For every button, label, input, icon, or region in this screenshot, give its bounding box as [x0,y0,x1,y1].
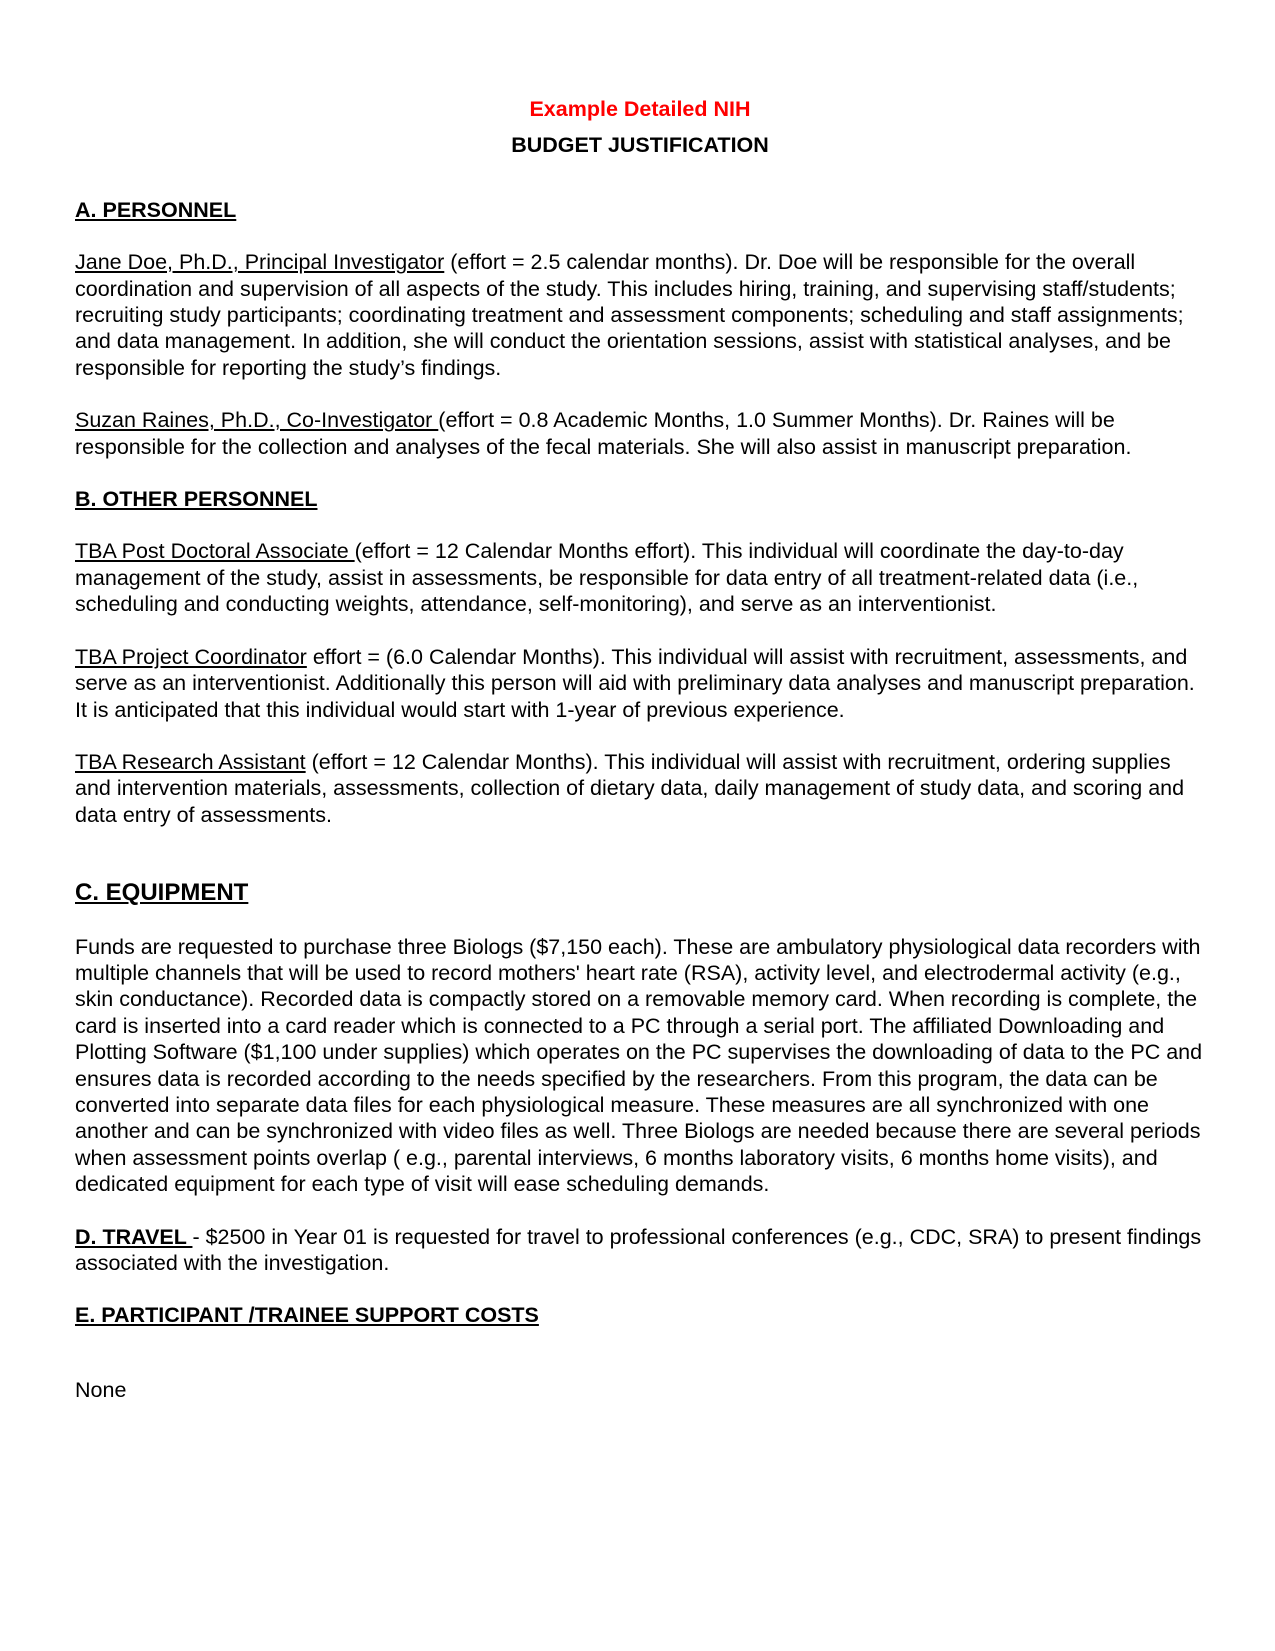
coi-name: Suzan Raines, Ph.D., Co-Investigator [75,408,439,433]
postdoc-name: TBA Post Doctoral Associate [75,539,355,564]
coordinator-description: effort = (6.0 Calendar Months). This individual will assist with recruitment, assessments, and serve as an interventionist. Additionally this person will aid with preliminary data analyses and manuscript preparation. It is anticipated that this individual would start with 1-year of previous experience. [75,644,1195,722]
personnel-entry-coi [75,407,1205,460]
heading-participant-support: E. PARTICIPANT /TRAINEE SUPPORT COSTS [75,1303,539,1328]
heading-equipment: C. EQUIPMENT [75,879,249,907]
example-title: Example Detailed NIH [529,97,751,121]
participant-support-text: None [75,1377,127,1402]
pi-name: Jane Doe, Ph.D., Principal Investigator [75,250,445,275]
heading-travel: D. TRAVEL [75,1224,193,1249]
personnel-entry-pi [75,249,1205,381]
coi-description: (effort = 0.8 Academic Months, 1.0 Summer Months). Dr. Raines will be responsible for the collection and analyses of the fecal materials. She will also assist in manuscript preparation. [75,408,1132,459]
other-personnel-entry-postdoc [75,538,1205,617]
travel-entry [75,1224,1205,1277]
equipment-text: Funds are requested to purchase three Biologs ($7,150 each). These are ambulatory physiological data recorders with multiple channels that will be used to record mothers' heart rate (RSA), activity level, and electrodermal activity (e.g., skin conductance). Recorded data is compactly stored on a removable memory card. When recording is complete, the card is inserted into a card reader which is connected to a PC through a serial port. The affiliated Downloading and Plotting Software ($1,100 under supplies) which operates on the PC supervises the downloading of data to the PC and ensures data is recorded according to the needs specified by the researchers. From this program, the data can be converted into separate data files for each physiological measure. These measures are all synchronized with one another and can be synchronized with video files as well. Three Biologs are needed because there are several periods when assessment points overlap ( e.g., parental interviews, 6 months laboratory visits, 6 months home visits), and dedicated equipment for each type of visit will ease scheduling demands. [75,934,1203,1197]
pi-description: (effort = 2.5 calendar months). Dr. Doe will be responsible for the overall coordination and supervision of all aspects of the study. This includes hiring, training, and supervising staff/students; recruiting study participants; coordinating treatment and assessment components; scheduling and staff assignments; and data management. In addition, she will conduct the orientation sessions, assist with statistical analyses, and be responsible for reporting the study’s findings. [75,250,1184,380]
heading-personnel: A. PERSONNEL [75,197,237,222]
postdoc-description: (effort = 12 Calendar Months effort). This individual will coordinate the day-to-day management of the study, assist in assessments, be responsible for data entry of all treatment-related data (i.e., scheduling and conducting weights, attendance, self-monitoring), and serve as an interventionist. [75,539,1139,617]
document-title: BUDGET JUSTIFICATION [511,133,769,158]
heading-other-personnel: B. OTHER PERSONNEL [75,487,318,512]
ra-description: (effort = 12 Calendar Months). This individual will assist with recruitment, ordering supplies and intervention materials, assessments, collection of dietary data, daily management of study data, and scoring and data entry of assessments. [75,749,1185,827]
other-personnel-entry-coordinator [75,644,1205,723]
document-page [75,96,1205,1403]
coordinator-name: TBA Project Coordinator [75,644,307,669]
ra-name: TBA Research Assistant [75,749,306,774]
travel-text: - $2500 in Year 01 is requested for travel to professional conferences (e.g., CDC, SRA) to present findings associated with the investigation. [75,1224,1202,1275]
other-personnel-entry-ra [75,749,1205,828]
